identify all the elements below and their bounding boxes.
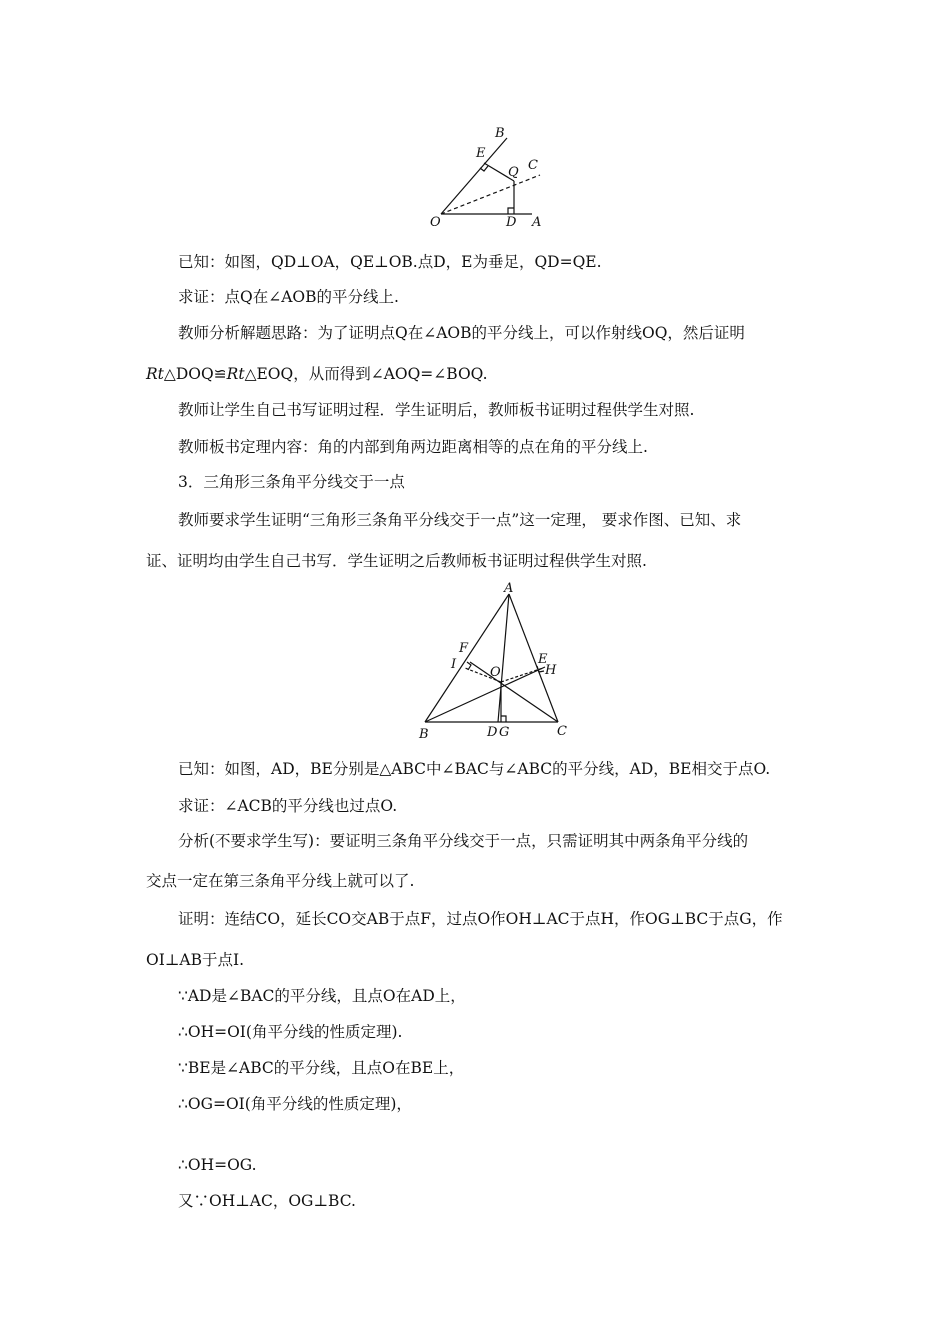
triangle-bisector-figure — [410, 580, 580, 742]
proof-step-2: ∴OH=OI(角平分线的性质定理). — [178, 1023, 403, 1041]
teacher-note-1: 教师让学生自己书写证明过程．学生证明后，教师板书证明过程供学生对照. — [178, 401, 695, 419]
proof-step-5: ∴OH=OG. — [178, 1156, 257, 1174]
segment-OH — [501, 668, 543, 682]
section-3-heading: 3．三角形三条角平分线交于一点 — [178, 473, 405, 491]
analysis2-line-2: 交点一定在第三条角平分线上就可以了. — [146, 872, 415, 890]
proof-step-1: ∵AD是∠BAC的平分线，且点O在AD上， — [178, 987, 466, 1005]
analysis-line-2 — [0, 364, 950, 384]
analysis-mid-2: △EOQ，从而得到∠AOQ=∠BOQ. — [244, 365, 488, 383]
label-C: C — [557, 724, 567, 739]
prove-2: 求证：∠ACB的平分线也过点O. — [178, 797, 398, 815]
label-D: D — [487, 725, 498, 740]
label-A: A — [504, 581, 514, 596]
rt-2: Rt — [226, 365, 245, 383]
proof-line-1: 证明：连结CO，延长CO交AB于点F，过点O作OH⊥AC于点H，作OG⊥BC于点G，作 — [178, 910, 783, 928]
label-D: D — [506, 215, 517, 230]
analysis2-line-1: 分析(不要求学生写)：要证明三条角平分线交于一点，只需证明其中两条角平分线的 — [178, 832, 749, 850]
label-F: F — [459, 641, 469, 656]
theorem-statement: 教师板书定理内容：角的内部到角两边距离相等的点在角的平分线上. — [178, 438, 648, 456]
label-B: B — [419, 727, 429, 742]
label-E: E — [538, 652, 548, 667]
label-G: G — [499, 725, 510, 740]
label-A: A — [532, 215, 542, 230]
label-O: O — [490, 665, 501, 680]
right-angle-mark-D — [508, 208, 514, 214]
label-I: I — [451, 657, 457, 672]
requirement-line-1: 教师要求学生证明“三角形三条角平分线交于一点”这一定理， 要求作图、已知、求 — [178, 511, 742, 529]
side-AC — [509, 594, 558, 722]
rt-1: Rt — [146, 365, 164, 383]
angle-bisector-figure — [420, 122, 560, 234]
label-C: C — [528, 158, 538, 173]
proof-step-6: 又∵OH⊥AC，OG⊥BC. — [178, 1192, 356, 1210]
bisector-AD — [498, 594, 509, 722]
given-1: 已知：如图，QD⊥OA，QE⊥OB.点D，E为垂足，QD=QE. — [178, 253, 602, 271]
label-O: O — [430, 215, 441, 230]
label-B: B — [495, 126, 505, 141]
dashed-ray-OC — [441, 175, 540, 214]
label-E: E — [476, 146, 486, 161]
right-angle-mark-E — [480, 166, 488, 171]
analysis-mid-1: △DOQ≌ — [163, 365, 227, 383]
proof-step-3: ∵BE是∠ABC的平分线，且点O在BE上， — [178, 1059, 465, 1077]
ray-OB — [441, 138, 507, 214]
proof-line-2: OI⊥AB于点I. — [146, 951, 245, 969]
analysis-line-1: 教师分析解题思路：为了证明点Q在∠AOB的平分线上，可以作射线OQ，然后证明 — [178, 324, 745, 342]
prove-1: 求证：点Q在∠AOB的平分线上. — [178, 288, 399, 306]
proof-step-4: ∴OG=OI(角平分线的性质定理)， — [178, 1095, 412, 1113]
label-H: H — [545, 663, 557, 678]
requirement-line-2: 证、证明均由学生自己书写．学生证明之后教师板书证明过程供学生对照. — [146, 552, 647, 570]
given-2: 已知：如图，AD，BE分别是△ABC中∠BAC与∠ABC的平分线，AD，BE相交于点O. — [178, 760, 771, 778]
right-angle-mark-G — [501, 716, 506, 722]
label-Q: Q — [508, 165, 519, 180]
